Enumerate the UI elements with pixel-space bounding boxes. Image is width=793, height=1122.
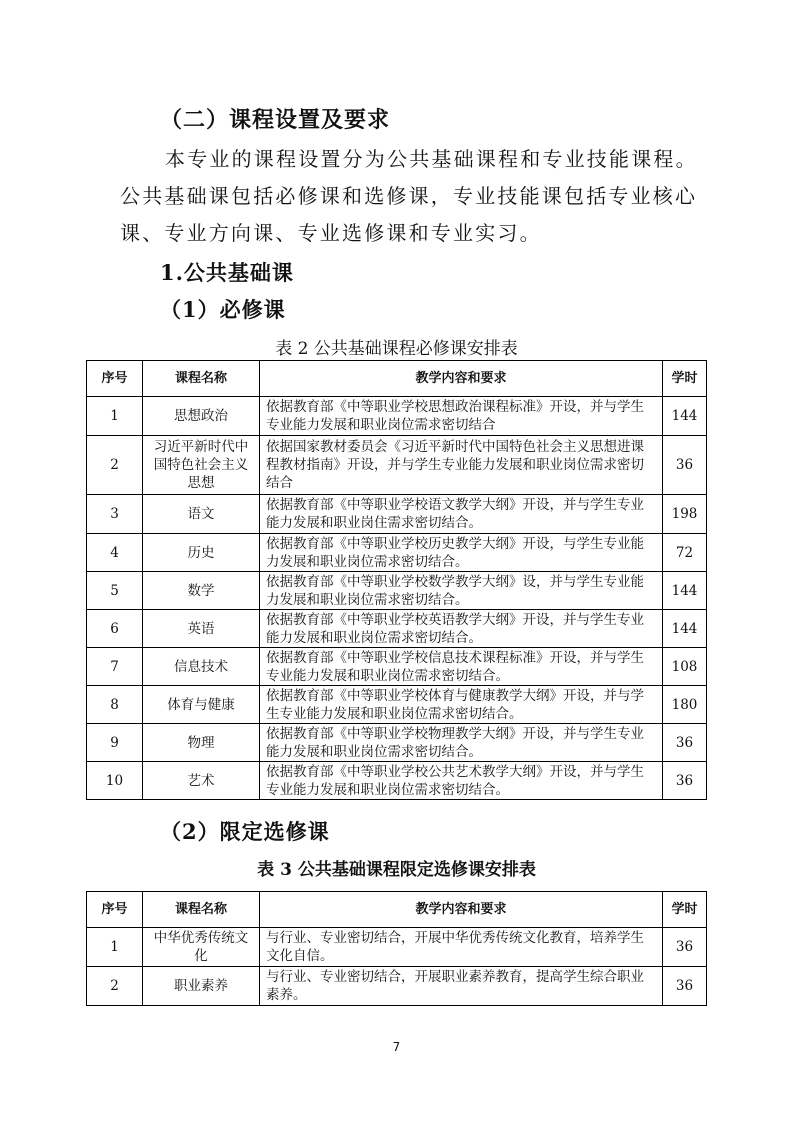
page-number: 7 — [392, 1040, 401, 1054]
cell-course-name: 物理 — [143, 724, 260, 762]
cell-content: 与行业、专业密切结合，开展职业素养教育，提高学生综合职业素养。 — [260, 967, 663, 1006]
table-row — [87, 967, 707, 1006]
cell-content: 依据教育部《中等职业学校思想政治课程标准》开设，并与学生专业能力发展和职业岗位需求密切结合 — [260, 397, 663, 436]
header-content: 教学内容和要求 — [260, 892, 663, 928]
subheading-public-basic: 1.公共基础课 — [160, 260, 294, 285]
cell-course-name: 思想政治 — [143, 397, 260, 436]
cell-hours: 144 — [663, 572, 707, 610]
table-row — [87, 686, 707, 724]
table-row — [87, 495, 707, 534]
cell-course-name: 数学 — [143, 572, 260, 610]
intro-paragraph — [120, 141, 698, 252]
cell-no: 1 — [87, 928, 143, 967]
cell-course-name: 职业素养 — [143, 967, 260, 1006]
header-hours: 学时 — [663, 892, 707, 928]
cell-content: 依据教育部《中等职业学校信息技术课程标准》开设，并与学生专业能力发展和职业岗位需求密切结合。 — [260, 648, 663, 686]
section-heading: （二）课程设置及要求 — [160, 107, 391, 133]
cell-no: 10 — [87, 762, 143, 800]
table-row — [87, 572, 707, 610]
cell-content: 依据教育部《中等职业学校物理教学大纲》开设，并与学生专业能力发展和职业岗位需求密切结合。 — [260, 724, 663, 762]
cell-no: 7 — [87, 648, 143, 686]
cell-no: 1 — [87, 397, 143, 436]
cell-no: 2 — [87, 436, 143, 495]
cell-no: 5 — [87, 572, 143, 610]
cell-no: 2 — [87, 967, 143, 1006]
cell-hours: 36 — [663, 967, 707, 1006]
cell-no: 4 — [87, 534, 143, 572]
table-row — [87, 610, 707, 648]
table3-caption: 表 3 公共基础课程限定选修课安排表 — [257, 860, 536, 880]
cell-content: 与行业、专业密切结合，开展中华优秀传统文化教育，培养学生文化自信。 — [260, 928, 663, 967]
table-row — [87, 648, 707, 686]
cell-hours: 36 — [663, 724, 707, 762]
cell-hours: 36 — [663, 436, 707, 495]
cell-course-name: 习近平新时代中国特色社会主义思想 — [143, 436, 260, 495]
cell-hours: 108 — [663, 648, 707, 686]
table-row — [87, 928, 707, 967]
cell-course-name: 信息技术 — [143, 648, 260, 686]
cell-content: 依据教育部《中等职业学校公共艺术教学大纲》开设，并与学生专业能力发展和职业岗位需求密切结合。 — [260, 762, 663, 800]
cell-no: 8 — [87, 686, 143, 724]
cell-hours: 36 — [663, 762, 707, 800]
table3-elective-courses — [86, 891, 707, 1006]
header-content: 教学内容和要求 — [260, 361, 663, 397]
table-row — [87, 724, 707, 762]
cell-hours: 180 — [663, 686, 707, 724]
cell-course-name: 英语 — [143, 610, 260, 648]
cell-course-name: 历史 — [143, 534, 260, 572]
header-name: 课程名称 — [143, 892, 260, 928]
cell-content: 依据国家教材委员会《习近平新时代中国特色社会主义思想进课程教材指南》开设，并与学生专业能力发展和职业岗位需求密切结合 — [260, 436, 663, 495]
table2-required-courses — [86, 360, 707, 800]
header-name: 课程名称 — [143, 361, 260, 397]
cell-no: 6 — [87, 610, 143, 648]
cell-content: 依据教育部《中等职业学校语文教学大纲》开设，并与学生专业能力发展和职业岗住需求密切结合。 — [260, 495, 663, 534]
intro-line: 本专业的课程设置分为公共基础课程和专业技能课程。 — [165, 147, 698, 171]
cell-no: 9 — [87, 724, 143, 762]
table-row — [87, 397, 707, 436]
cell-course-name: 体育与健康 — [143, 686, 260, 724]
cell-course-name: 中华优秀传统文化 — [143, 928, 260, 967]
cell-hours: 144 — [663, 397, 707, 436]
table2-caption: 表 2 公共基础课程必修课安排表 — [275, 339, 518, 359]
subheading-required: （1）必修课 — [160, 297, 286, 322]
cell-hours: 144 — [663, 610, 707, 648]
table-row — [87, 534, 707, 572]
header-no: 序号 — [87, 361, 143, 397]
cell-content: 依据教育部《中等职业学校体育与健康教学大纲》开设，并与学生专业能力发展和职业岗位需求密切结合。 — [260, 686, 663, 724]
intro-line: 公共基础课包括必修课和选修课，专业技能课包括专业核心 — [120, 184, 698, 208]
cell-course-name: 艺术 — [143, 762, 260, 800]
table-header-row — [87, 361, 707, 397]
cell-course-name: 语文 — [143, 495, 260, 534]
table-row — [87, 436, 707, 495]
subheading-elective: （2）限定选修课 — [160, 819, 330, 844]
cell-content: 依据教育部《中等职业学校英语教学大纲》开设，并与学生专业能力发展和职业岗位需求密切结合。 — [260, 610, 663, 648]
cell-content: 依据教育部《中等职业学校数学教学大纲》设，并与学生专业能力发展和职业岗位需求密切结合。 — [260, 572, 663, 610]
cell-no: 3 — [87, 495, 143, 534]
cell-hours: 36 — [663, 928, 707, 967]
header-no: 序号 — [87, 892, 143, 928]
cell-hours: 72 — [663, 534, 707, 572]
table-row — [87, 762, 707, 800]
table-header-row — [87, 892, 707, 928]
cell-content: 依据教育部《中等职业学校历史教学大纲》开设，与学生专业能力发展和职业岗位需求密切结合。 — [260, 534, 663, 572]
intro-line: 课、专业方向课、专业选修课和专业实习。 — [120, 221, 542, 245]
header-hours: 学时 — [663, 361, 707, 397]
cell-hours: 198 — [663, 495, 707, 534]
